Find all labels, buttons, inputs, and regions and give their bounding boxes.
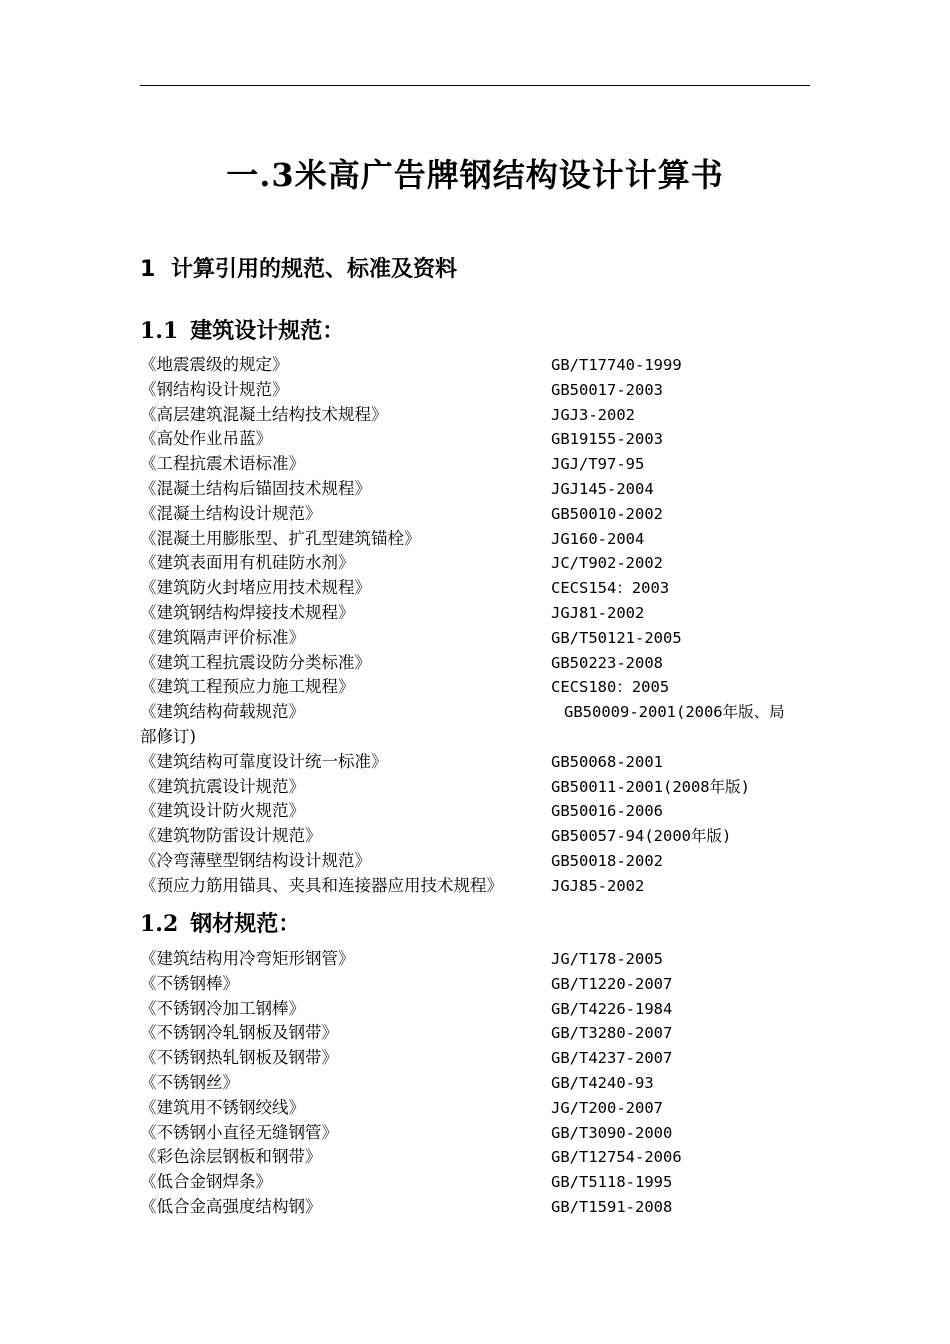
steel-codes-list (140, 947, 820, 1220)
section-1-title: 计算引用的规范、标准及资料 (170, 257, 457, 282)
standard-code: GB/T50121-2005 (551, 628, 682, 647)
standard-code: GB/T1220-2007 (551, 974, 673, 993)
standard-row (140, 700, 820, 750)
standard-name: 《工程抗震术语标准》 (140, 454, 305, 474)
standard-code: GB50016-2006 (551, 802, 663, 821)
standard-code: JGJ81-2002 (551, 603, 645, 622)
standard-row (140, 427, 820, 452)
standard-code: GB/T12754-2006 (551, 1148, 682, 1167)
section-1-number: 1 (140, 257, 156, 282)
standard-name: 《低合金高强度结构钢》 (140, 1196, 322, 1216)
standard-row (140, 849, 820, 874)
standard-row (140, 378, 820, 403)
standard-row (140, 576, 820, 601)
standard-code: GB50010-2002 (551, 504, 663, 523)
standard-name: 《低合金钢焊条》 (140, 1172, 272, 1192)
standard-name: 《不锈钢冷轧钢板及钢带》 (140, 1023, 338, 1043)
standard-row (140, 502, 820, 527)
standard-code: JGJ85-2002 (551, 876, 645, 895)
section-1-1-title: 建筑设计规范： (190, 318, 345, 344)
standard-name: 《钢结构设计规范》 (140, 379, 289, 399)
standard-row (140, 403, 820, 428)
standard-code-continuation: 部修订) (140, 726, 196, 746)
standard-row (140, 1195, 820, 1220)
standard-code: GB50017-2003 (551, 380, 663, 399)
section-1-2-title: 钢材规范： (190, 911, 301, 937)
standard-row (140, 527, 820, 552)
standard-code: JG160-2004 (551, 529, 645, 548)
standard-row (140, 601, 820, 626)
standard-row (140, 452, 820, 477)
standard-code: GB50068-2001 (551, 752, 663, 771)
standard-code: GB/T5118-1995 (551, 1173, 673, 1192)
standard-name: 《建筑物防雷设计规范》 (140, 826, 322, 846)
standard-row (140, 1071, 820, 1096)
standard-code: GB/T4240-93 (551, 1073, 654, 1092)
standard-row (140, 824, 820, 849)
standard-name: 《建筑钢结构焊接技术规程》 (140, 602, 355, 622)
standard-code: JGJ/T97-95 (551, 455, 645, 474)
standard-row (140, 1145, 820, 1170)
standard-name: 《高处作业吊蓝》 (140, 429, 272, 449)
standard-row (140, 675, 820, 700)
standard-row (140, 651, 820, 676)
standard-code: GB/T1591-2008 (551, 1197, 673, 1216)
standard-row (140, 1046, 820, 1071)
standard-name: 《混凝土结构后锚固技术规程》 (140, 478, 371, 498)
header-rule (140, 85, 810, 86)
standard-code: JC/T902-2002 (551, 554, 663, 573)
standard-name: 《建筑设计防火规范》 (140, 801, 305, 821)
standard-code: JG/T200-2007 (551, 1098, 663, 1117)
standard-row (140, 551, 820, 576)
standard-row (140, 972, 820, 997)
standard-name: 《不锈钢冷加工钢棒》 (140, 998, 305, 1018)
standard-code: GB19155-2003 (551, 430, 663, 449)
standard-name: 《彩色涂层钢板和钢带》 (140, 1147, 322, 1167)
standard-name: 《混凝土用膨胀型、扩孔型建筑锚栓》 (140, 528, 421, 548)
standard-row (140, 775, 820, 800)
standard-name: 《建筑结构可靠度设计统一标准》 (140, 751, 388, 771)
standard-row (140, 477, 820, 502)
standard-row (140, 1121, 820, 1146)
standard-row (140, 353, 820, 378)
standard-code: GB/T4237-2007 (551, 1049, 673, 1068)
standard-row (140, 750, 820, 775)
standard-code: GB50018-2002 (551, 851, 663, 870)
standard-name: 《地震震级的规定》 (140, 355, 289, 374)
standard-row (140, 947, 820, 972)
standard-row (140, 1021, 820, 1046)
standard-name: 《建筑结构荷载规范》 (140, 702, 305, 722)
standard-name: 《不锈钢热轧钢板及钢带》 (140, 1048, 338, 1068)
standard-name: 《建筑表面用有机硅防水剂》 (140, 553, 355, 573)
standard-name: 《建筑工程抗震设防分类标准》 (140, 652, 371, 672)
standard-name: 《不锈钢棒》 (140, 973, 239, 993)
standard-name: 《高层建筑混凝土结构技术规程》 (140, 404, 388, 424)
standard-row (140, 1170, 820, 1195)
standard-code: CECS154：2003 (551, 579, 670, 598)
section-1-heading (140, 252, 457, 283)
building-design-codes-list (140, 353, 820, 899)
standard-name: 《预应力筋用锚具、夹具和连接器应用技术规程》 (140, 875, 503, 895)
standard-code: JG/T178-2005 (551, 950, 663, 968)
standard-code: JGJ3-2002 (551, 405, 635, 424)
standard-row (140, 1096, 820, 1121)
standard-code: JGJ145-2004 (551, 479, 654, 498)
standard-code: GB/T4226-1984 (551, 999, 673, 1018)
standard-row (140, 799, 820, 824)
standard-name: 《不锈钢小直径无缝钢管》 (140, 1122, 338, 1142)
standard-name: 《建筑防火封堵应用技术规程》 (140, 578, 371, 598)
standard-code: GB50223-2008 (551, 653, 663, 672)
section-1-1-number: 1.1 (140, 318, 179, 344)
standard-name: 《建筑工程预应力施工规程》 (140, 677, 355, 697)
standard-code: GB50057-94(2000年版) (551, 827, 732, 846)
section-1-2-heading (140, 907, 300, 938)
standard-name: 《建筑结构用冷弯矩形钢管》 (140, 949, 355, 968)
standard-name: 《混凝土结构设计规范》 (140, 503, 322, 523)
standard-name: 《不锈钢丝》 (140, 1072, 239, 1092)
standard-code: GB/T3090-2000 (551, 1123, 673, 1142)
section-1-1-heading (140, 314, 344, 345)
standard-code: CECS180：2005 (551, 678, 670, 697)
document-title: 一.3米高广告牌钢结构设计计算书 (226, 156, 724, 194)
standard-row (140, 874, 820, 899)
standard-name: 《建筑隔声评价标准》 (140, 627, 305, 647)
standard-code: GB50009-2001(2006年版、局 (564, 703, 785, 722)
standard-name: 《建筑抗震设计规范》 (140, 776, 305, 796)
standard-name: 《冷弯薄壁型钢结构设计规范》 (140, 850, 371, 870)
standard-name: 《建筑用不锈钢绞线》 (140, 1097, 305, 1117)
standard-code: GB/T17740-1999 (551, 356, 682, 374)
section-1-2-number: 1.2 (140, 911, 179, 937)
standard-code: GB50011-2001(2008年版) (551, 777, 750, 796)
standard-row (140, 997, 820, 1022)
standard-row (140, 626, 820, 651)
standard-code: GB/T3280-2007 (551, 1024, 673, 1043)
